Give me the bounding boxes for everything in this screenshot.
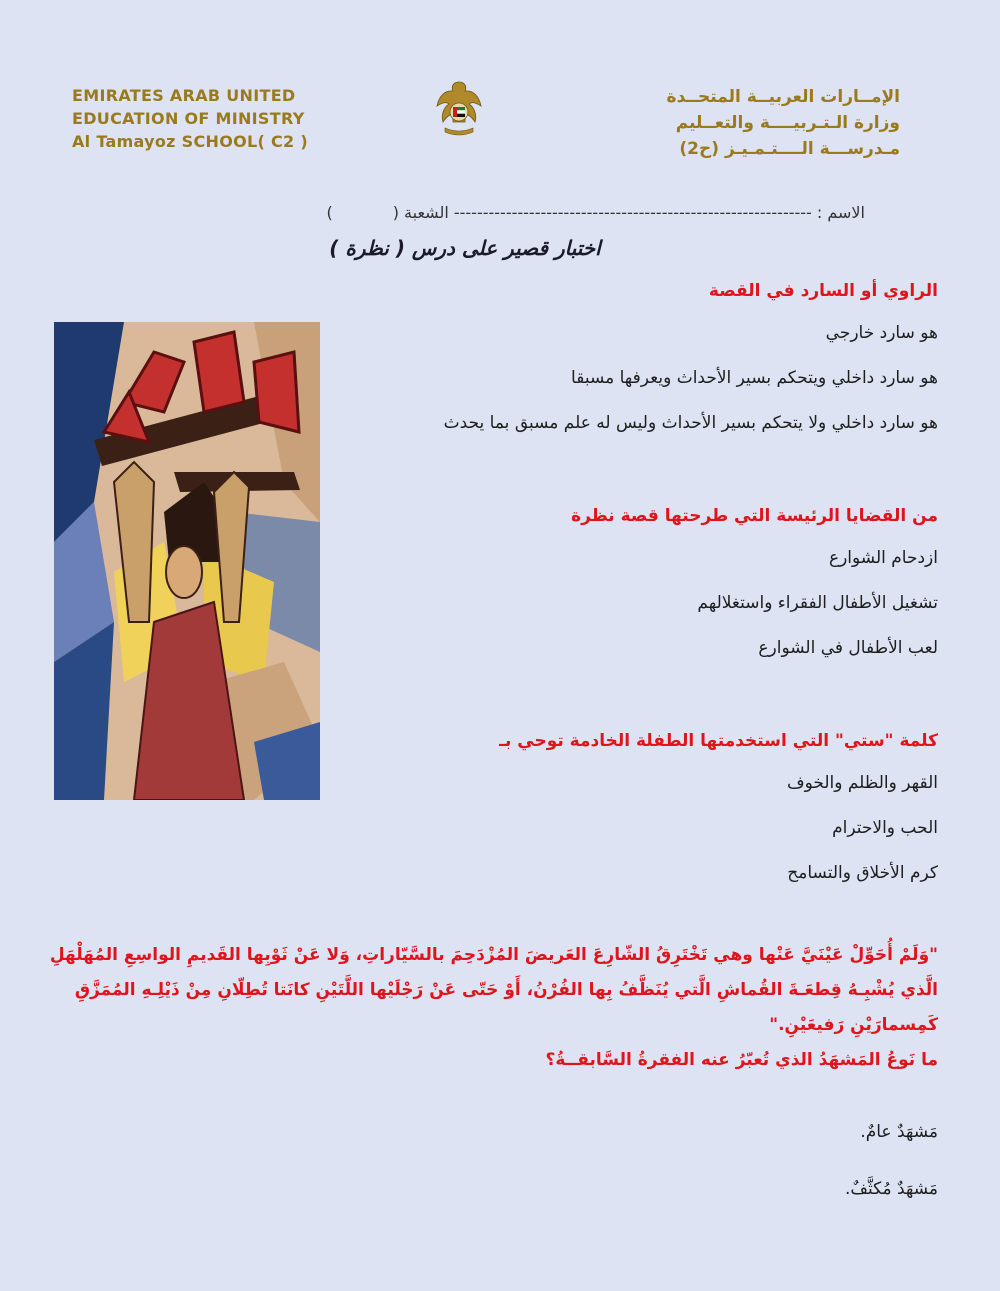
passage-block (50, 938, 938, 1078)
passage-line-1: "وَلَمْ أُحَوِّلْ عَيْنَيَّ عَنْها وهي تَخْتَرِقُ الشّارِعَ العَريضَ المُزْدَحِمَ بالسَّيّاراتِ، وَلا عَنْ ثَوْبِها القَديمِ الواسِعِ المُهَلْهَلِ (49, 945, 938, 965)
header-ar-line-1: الإمــارات العربيــة المتحــدة (666, 87, 900, 107)
question-3 (499, 731, 938, 906)
header-en-line-1: EMIRATES ARAB UNITED (72, 86, 296, 105)
question-3-text: كلمة "ستي" التي استخدمتها الطفلة الخادمة توحي بـ (499, 731, 938, 751)
quiz-title: اختبار قصير على درس ( نظرة ) (329, 236, 601, 260)
section-label: الشعبة ( (392, 203, 454, 222)
question-1-option-3[interactable]: هو سارد داخلي ولا يتحكم بسير الأحداث وليس له علم مسبق بما يحدث (443, 413, 938, 433)
header-en-line-3: Al Tamayoz SCHOOL( C2 ) (72, 132, 308, 151)
header-ar-line-2: وزارة الـتـربيــــة والتعــليم (675, 113, 900, 133)
question-3-option-1[interactable]: القهر والظلم والخوف (786, 773, 938, 793)
question-1-option-2[interactable]: هو سارد داخلي ويتحكم بسير الأحداث ويعرفها مسبقا (571, 368, 938, 388)
question-3-option-3[interactable]: كرم الأخلاق والتسامح (787, 863, 938, 883)
name-field[interactable]: -------------------------------------------------------------- (453, 203, 812, 222)
passage-answers (845, 1120, 938, 1234)
question-1 (444, 281, 938, 456)
passage-option-1[interactable]: مَشهَدٌ عامٌ. (860, 1122, 938, 1142)
passage-line-2: الَّذي يُشْبِـهُ قِطعَـةَ القُماشِ الَّتي يُنَظَّفُ بِها الفُرْنُ، أَوْ حَتّى عَنْ رَجْلَيْها اللَّتَيْنِ كانَتا تُطِلّانِ مِنْ ذَيْلِـهِ المُمَزَّقِ (74, 980, 938, 1000)
question-3-option-2[interactable]: الحب والاحترام (832, 818, 938, 838)
student-info-line (120, 203, 865, 222)
passage-question: ما نَوعُ المَشهَدُ الذي تُعبّرُ عنه الفقرةُ السَّابقــةُ؟ (545, 1050, 938, 1070)
header-english (72, 84, 308, 153)
question-2-option-2[interactable]: تشغيل الأطفال الفقراء واستغلالهم (697, 593, 938, 613)
header-ar-line-3: مـدرســـة الــــتـمـيـز (ح2) (679, 139, 900, 159)
question-2 (571, 506, 938, 681)
story-cover-image (54, 322, 320, 800)
uae-emblem-icon (433, 78, 485, 140)
question-1-option-1[interactable]: هو سارد خارجي (825, 323, 938, 343)
section-close: ) (326, 203, 333, 222)
name-label: الاسم : (811, 203, 865, 222)
header-arabic (667, 84, 900, 162)
passage-option-2[interactable]: مَشهَدٌ مُكثَّفٌ. (844, 1179, 938, 1199)
question-1-text: الراوي أو السارد في القصة (708, 281, 938, 301)
header-en-line-2: EDUCATION OF MINISTRY (72, 109, 305, 128)
question-2-option-1[interactable]: ازدحام الشوارع (828, 548, 938, 568)
question-2-text: من القضايا الرئيسة التي طرحتها قصة نظرة (571, 506, 938, 526)
question-2-option-3[interactable]: لعب الأطفال في الشوارع (758, 638, 938, 658)
passage-line-3: كَمِسمارَيْنِ رَفيعَيْنِ." (769, 1015, 938, 1035)
